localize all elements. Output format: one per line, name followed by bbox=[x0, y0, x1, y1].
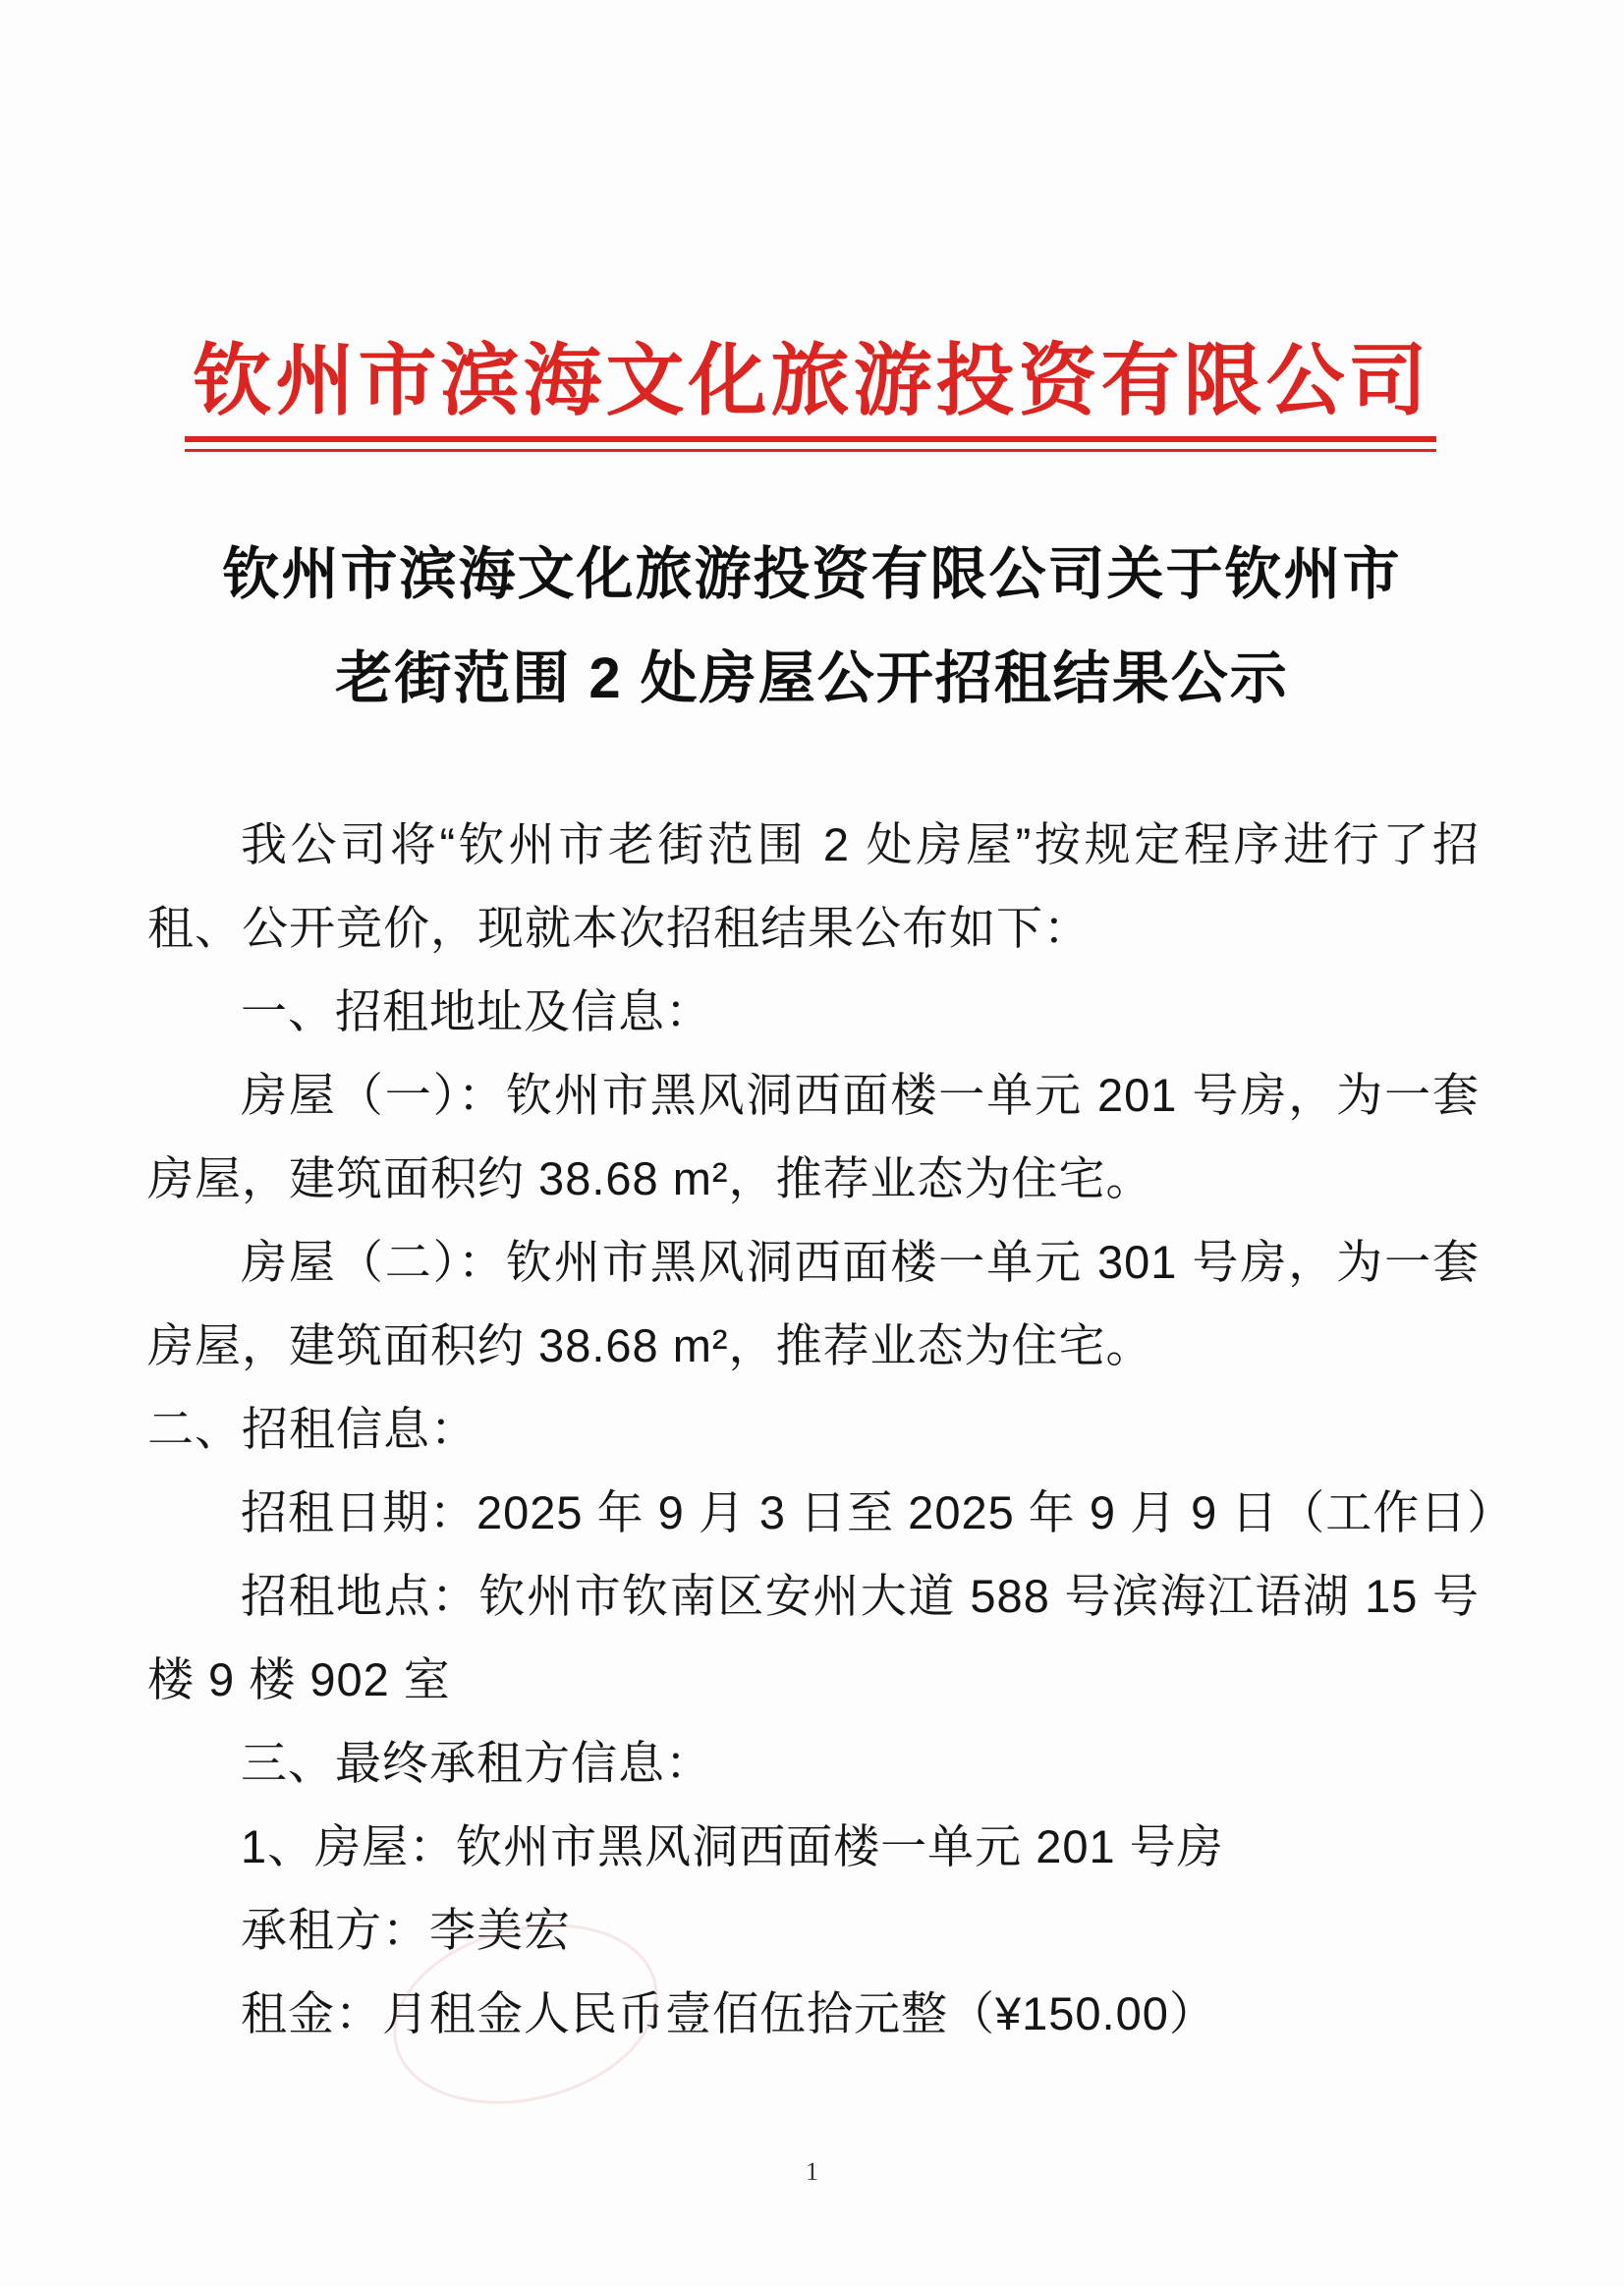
body-line-house-1: 房屋（一）：钦州市黑风洞西面楼一单元 201 号房，为一套 bbox=[241, 1069, 1480, 1121]
document-title-line-1: 钦州市滨海文化旅游投资有限公司关于钦州市 bbox=[222, 542, 1402, 606]
body-line-section-3: 三、最终承租方信息： bbox=[241, 1737, 712, 1789]
letterhead-rule-thick bbox=[185, 436, 1436, 442]
body-line: 楼 9 楼 902 室 bbox=[147, 1653, 451, 1705]
document-title-line-2: 老街范围 2 处房屋公开招租结果公示 bbox=[335, 646, 1289, 710]
body-line-rent-amount: 租金：月租金人民币壹佰伍拾元整（¥150.00） bbox=[241, 1987, 1216, 2039]
body-line: 房屋，建筑面积约 38.68 m²，推荐业态为住宅。 bbox=[147, 1319, 1153, 1371]
body-line-rent-date: 招租日期：2025 年 9 月 3 日至 2025 年 9 月 9 日（工作日） bbox=[241, 1486, 1515, 1538]
page-number: 1 bbox=[806, 2157, 818, 2186]
body-line-section-1: 一、招租地址及信息： bbox=[241, 985, 712, 1037]
body-line-section-2: 二、招租信息： bbox=[147, 1403, 477, 1455]
letterhead-company-title: 钦州市滨海文化旅游投资有限公司 bbox=[193, 337, 1431, 424]
body-line-tenant-name: 承租方：李美宏 bbox=[241, 1904, 571, 1956]
document-body bbox=[147, 803, 1515, 2055]
body-line: 房屋，建筑面积约 38.68 m²，推荐业态为住宅。 bbox=[147, 1152, 1153, 1204]
body-line-rent-place: 招租地点：钦州市钦南区安州大道 588 号滨海江语湖 15 号 bbox=[241, 1570, 1480, 1622]
body-line: 租、公开竞价，现就本次招租结果公布如下： bbox=[147, 902, 1091, 954]
body-line: 我公司将“钦州市老街范围 2 处房屋”按规定程序进行了招 bbox=[241, 818, 1480, 870]
body-line-tenant-house: 1、房屋：钦州市黑风洞西面楼一单元 201 号房 bbox=[241, 1820, 1224, 1872]
document-title bbox=[0, 523, 1624, 731]
letterhead-rule-thin bbox=[185, 449, 1436, 452]
body-line-house-2: 房屋（二）：钦州市黑风洞西面楼一单元 301 号房，为一套 bbox=[241, 1236, 1480, 1288]
